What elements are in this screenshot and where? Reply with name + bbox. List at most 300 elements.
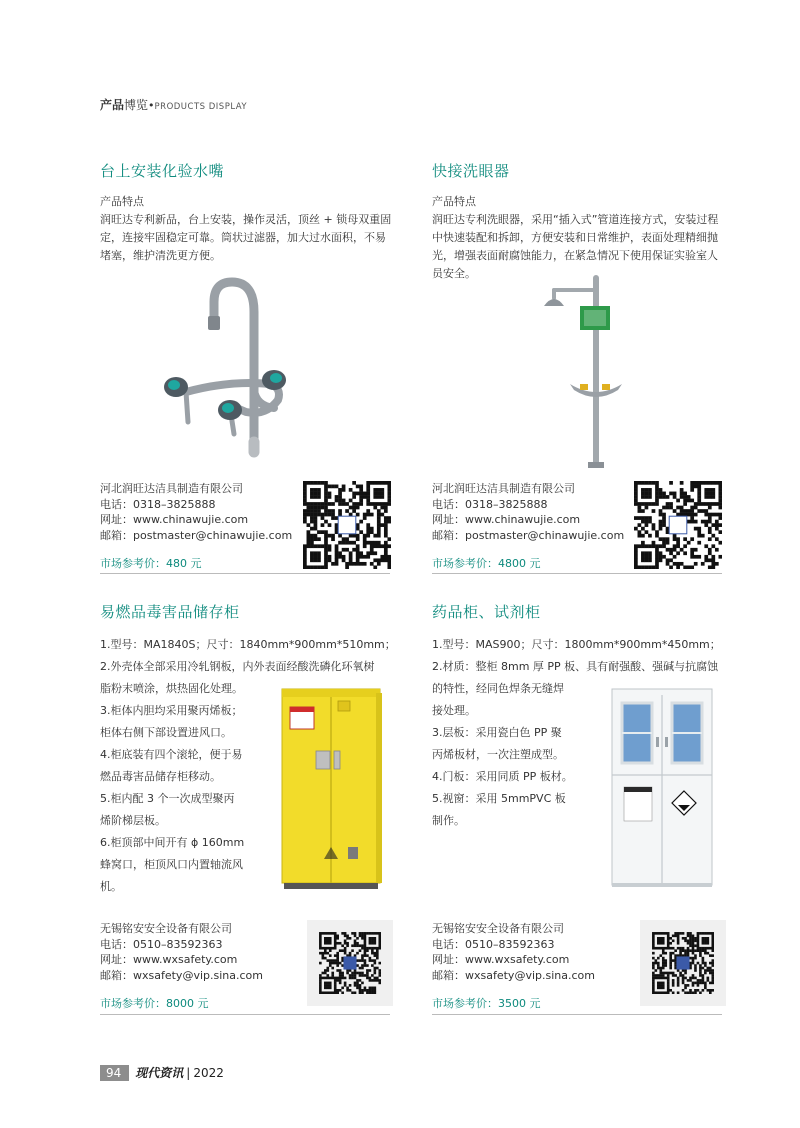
qr-module [634,562,638,566]
qr-module [645,502,649,506]
qr-module [657,962,660,965]
qr-module [690,481,694,485]
spec-line: 柜体右侧下部设置进风口。 [100,726,232,739]
qr-module [701,520,705,524]
qr-module [387,516,391,520]
qr-module [634,485,638,489]
product-title: 易燃品毒害品储存柜 [100,603,240,621]
product-title: 台上安装化验水嘴 [100,162,225,180]
qr-module [689,962,692,965]
qr-module [346,969,349,972]
qr-module [314,537,318,541]
qr-module [669,565,673,569]
qr-module [324,488,328,492]
qr-module [680,488,684,492]
qr-module [328,492,332,496]
qr-module [683,492,687,496]
qr-module [303,509,307,513]
qr-module [667,944,670,947]
qr-module [702,947,705,950]
qr-module [676,541,680,545]
qr-module [687,520,691,524]
qr-module [366,527,370,531]
qr-module [676,506,680,510]
qr-module [342,485,346,489]
qr-module [374,959,377,962]
qr-module [356,506,360,510]
qr-module [374,972,377,975]
qr-module [708,520,712,524]
qr-module [346,942,349,945]
qr-module [374,991,377,993]
qr-module [324,942,327,945]
qr-module [690,506,694,510]
qr-module [366,974,369,977]
qr-module [689,932,692,935]
qr-module [324,555,328,559]
qr-module [377,492,381,496]
qr-module [380,506,384,510]
qr-module [702,959,705,962]
qr-module [655,555,659,559]
qr-module [380,523,384,527]
qr-module [314,516,318,520]
qr-module [363,544,367,548]
qr-module [657,939,660,942]
qr-module [366,932,369,935]
qr-module [655,534,659,538]
qr-module [317,502,321,506]
qr-module [687,979,690,982]
qr-module [687,565,691,569]
qr-module [634,516,638,520]
qr-module [692,977,695,980]
qr-module [697,937,700,940]
qr-module [349,551,353,555]
qr-module [326,969,329,972]
qr-module [692,982,695,985]
qr-module [307,530,311,534]
qr-module [335,555,339,559]
qr-module [662,987,665,990]
qr-module [648,558,652,562]
qr-module [704,962,707,965]
qr-module [328,555,332,559]
qr-module [334,932,337,935]
qr-module [366,499,370,503]
qr-module [687,984,690,987]
qr-module [345,537,349,541]
qr-module [349,499,353,503]
qr-module [655,969,658,972]
qr-module [692,952,695,955]
qr-module [338,492,342,496]
qr-module [657,932,660,935]
qr-module [310,558,314,562]
qr-module [303,492,307,496]
white-cabinet-image [608,687,716,891]
qr-module [335,499,339,503]
qr-module [699,969,702,972]
qr-module [676,551,680,555]
qr-module [659,972,662,975]
qr-module [664,977,667,980]
qr-module [707,952,710,955]
qr-module [387,488,391,492]
qr-module [354,984,357,987]
qr-module [697,947,700,950]
qr-module [699,974,702,977]
spec-line: 1.型号：MAS900；尺寸：1800mm*900mm*450mm； [432,638,721,651]
product-title: 快接洗眼器 [432,162,510,180]
qr-module [351,972,354,975]
qr-module [677,937,680,940]
qr-module [655,495,659,499]
qr-module [341,977,344,980]
qr-module [662,513,666,517]
qr-module [329,947,332,950]
spec-line: 5.视窗：采用 5mmPVC 板 [432,792,566,805]
qr-module [709,967,712,970]
qr-module [652,947,655,950]
qr-module [349,488,353,492]
qr-module [359,502,363,506]
qr-module [652,481,656,485]
qr-module [708,492,712,496]
qr-module [339,969,342,972]
qr-module [704,972,707,975]
qr-module [662,523,666,527]
product-card-faucet [100,160,392,265]
qr-module [708,502,712,506]
qr-module [336,957,339,960]
qr-module [711,942,713,945]
qr-module [659,947,662,950]
qr-module [310,509,314,513]
qr-module [672,952,675,955]
qr-module [384,506,388,510]
qr-module [331,974,334,977]
qr-module [657,987,660,990]
qr-module [329,937,332,940]
qr-module [673,495,677,499]
qr-module [684,972,687,975]
qr-module [356,558,360,562]
qr-module [711,979,713,982]
qr-module [359,499,363,503]
qr-module [657,942,660,945]
qr-module [341,972,344,975]
spec-line: 的特性，经同色焊条无缝焊 [432,682,564,695]
qr-module [310,495,314,499]
qr-module [303,495,307,499]
qr-module [652,935,655,938]
qr-module [339,962,342,965]
qr-module [659,523,663,527]
qr-module [356,944,359,947]
qr-module [303,502,307,506]
company-name: 河北润旺达洁具制造有限公司 [432,482,575,495]
qr-module [338,541,342,545]
qr-module [370,513,374,517]
qr-module [324,544,328,548]
qr-module [690,551,694,555]
contact-block [432,481,624,543]
qr-code [634,481,722,569]
qr-module [339,982,342,985]
qr-module [335,485,339,489]
qr-module [711,562,715,566]
qr-module [645,492,649,496]
qr-module [704,555,708,559]
qr-module [666,537,670,541]
qr-module [673,509,677,513]
qr-module [645,488,649,492]
qr-module [645,551,649,555]
qr-module [369,959,372,962]
qr-module [641,492,645,496]
qr-module [707,937,710,940]
qr-module [303,488,307,492]
qr-module [369,979,372,982]
qr-module [359,984,362,987]
qr-module [664,991,667,993]
qr-module [648,534,652,538]
qr-module [701,562,705,566]
spec-line: 机。 [100,880,122,893]
qr-module [331,562,335,566]
qr-module [715,537,719,541]
qr-module [694,527,698,531]
qr-module [346,972,349,975]
qr-module [338,499,342,503]
qr-module [366,509,370,513]
qr-module [314,520,318,524]
qr-module [684,937,687,940]
qr-module [303,481,307,485]
qr-module [699,979,702,982]
qr-module [349,974,352,977]
qr-module [324,520,328,524]
qr-module [704,987,707,990]
qr-module [324,987,327,990]
qr-module [324,982,327,985]
qr-module [652,977,655,980]
qr-module [359,959,362,962]
qr-module [666,541,670,545]
qr-module [356,527,360,531]
qr-module [384,509,388,513]
qr-module [319,987,322,990]
qr-module [704,523,708,527]
qr-module [699,947,702,950]
qr-module [694,954,697,957]
qr-module [657,977,660,980]
qr-module [331,509,335,513]
qr-module [387,492,391,496]
qr-module [344,982,347,985]
qr-module [329,949,332,952]
qr-module [655,481,659,485]
qr-module [351,944,354,947]
qr-module [692,937,695,940]
qr-module [684,939,687,942]
qr-module [336,964,339,967]
qr-module [354,944,357,947]
qr-module [682,932,685,935]
qr-module [366,964,369,967]
qr-module [349,952,352,955]
qr-module [307,502,311,506]
qr-module [371,989,374,992]
qr-module [718,485,722,489]
page-number: 94 [100,1065,129,1081]
qr-module [324,530,328,534]
qr-module [692,974,695,977]
qr-module [699,967,702,970]
qr-module [356,502,360,506]
qr-module [662,964,665,967]
divider [432,1014,722,1015]
qr-module [331,516,335,520]
qr-module [373,558,377,562]
qr-module [687,947,690,950]
qr-module [704,492,708,496]
qr-module [689,979,692,982]
qr-module [377,481,381,485]
qr-module [641,534,645,538]
qr-module [702,962,705,965]
qr-module [674,935,677,938]
qr-module [702,939,705,942]
qr-module [384,544,388,548]
qr-module [694,949,697,952]
qr-module [645,523,649,527]
qr-module [667,977,670,980]
qr-module [319,962,322,965]
qr-module [376,949,379,952]
qr-module [704,949,707,952]
qr-module [329,991,332,993]
qr-module [363,513,367,517]
qr-module [711,555,715,559]
magazine-name: 现代资讯 [135,1066,184,1080]
qr-module [662,972,665,975]
qr-module [699,982,702,985]
qr-module [324,949,327,952]
qr-module [683,544,687,548]
qr-module [319,944,322,947]
qr-module [317,530,321,534]
qr-module [341,974,344,977]
qr-module [356,959,359,962]
qr-module [708,537,712,541]
qr-module [662,952,665,955]
qr-module [718,530,722,534]
qr-module [690,555,694,559]
qr-module [359,987,362,990]
qr-module [666,548,670,552]
qr-module [638,565,642,569]
qr-module [699,972,702,975]
qr-module [664,932,667,935]
qr-module [349,969,352,972]
qr-module [335,562,339,566]
qr-module [319,977,322,980]
qr-module [690,537,694,541]
qr-module [324,481,328,485]
qr-module [351,932,354,935]
qr-module [326,932,329,935]
qr-module [652,541,656,545]
product-subhead: 产品特点 [432,195,476,208]
qr-module [708,548,712,552]
qr-module [361,972,364,975]
qr-module [697,502,701,506]
qr-module [374,987,377,990]
qr-module [634,502,638,506]
qr-module [322,991,325,993]
qr-module [356,548,360,552]
qr-module [704,513,708,517]
qr-module [317,495,321,499]
qr-module [378,944,380,947]
qr-module [331,977,334,980]
qr-module [690,516,694,520]
qr-module [655,499,659,503]
qr-module [666,502,670,506]
qr-module [672,939,675,942]
qr-module [359,949,362,952]
qr-module [652,989,655,992]
qr-module [334,977,337,980]
qr-module [371,974,374,977]
qr-module [689,937,692,940]
qr-module [707,947,710,950]
qr-module [369,947,372,950]
qr-module [374,942,377,945]
qr-module [378,937,380,940]
qr-module [369,932,372,935]
qr-module [704,964,707,967]
qr-module [708,516,712,520]
qr-module [377,509,381,513]
qr-module [667,982,670,985]
qr-module [352,509,356,513]
qr-module [377,523,381,527]
qr-module [690,513,694,517]
qr-module [374,932,377,935]
qr-module [331,959,334,962]
qr-module [659,509,663,513]
qr-module [669,967,672,970]
qr-module [641,509,645,513]
qr-module [667,991,670,993]
qr-module [307,523,311,527]
qr-module [303,548,307,552]
qr-module [361,967,364,970]
qr-module [689,942,692,945]
qr-module [711,977,713,980]
qr-module [369,939,372,942]
qr-module [361,932,364,935]
qr-module [680,509,684,513]
qr-module [335,548,339,552]
qr-module [326,959,329,962]
qr-module [680,548,684,552]
qr-module [317,565,321,569]
qr-module [324,957,327,960]
